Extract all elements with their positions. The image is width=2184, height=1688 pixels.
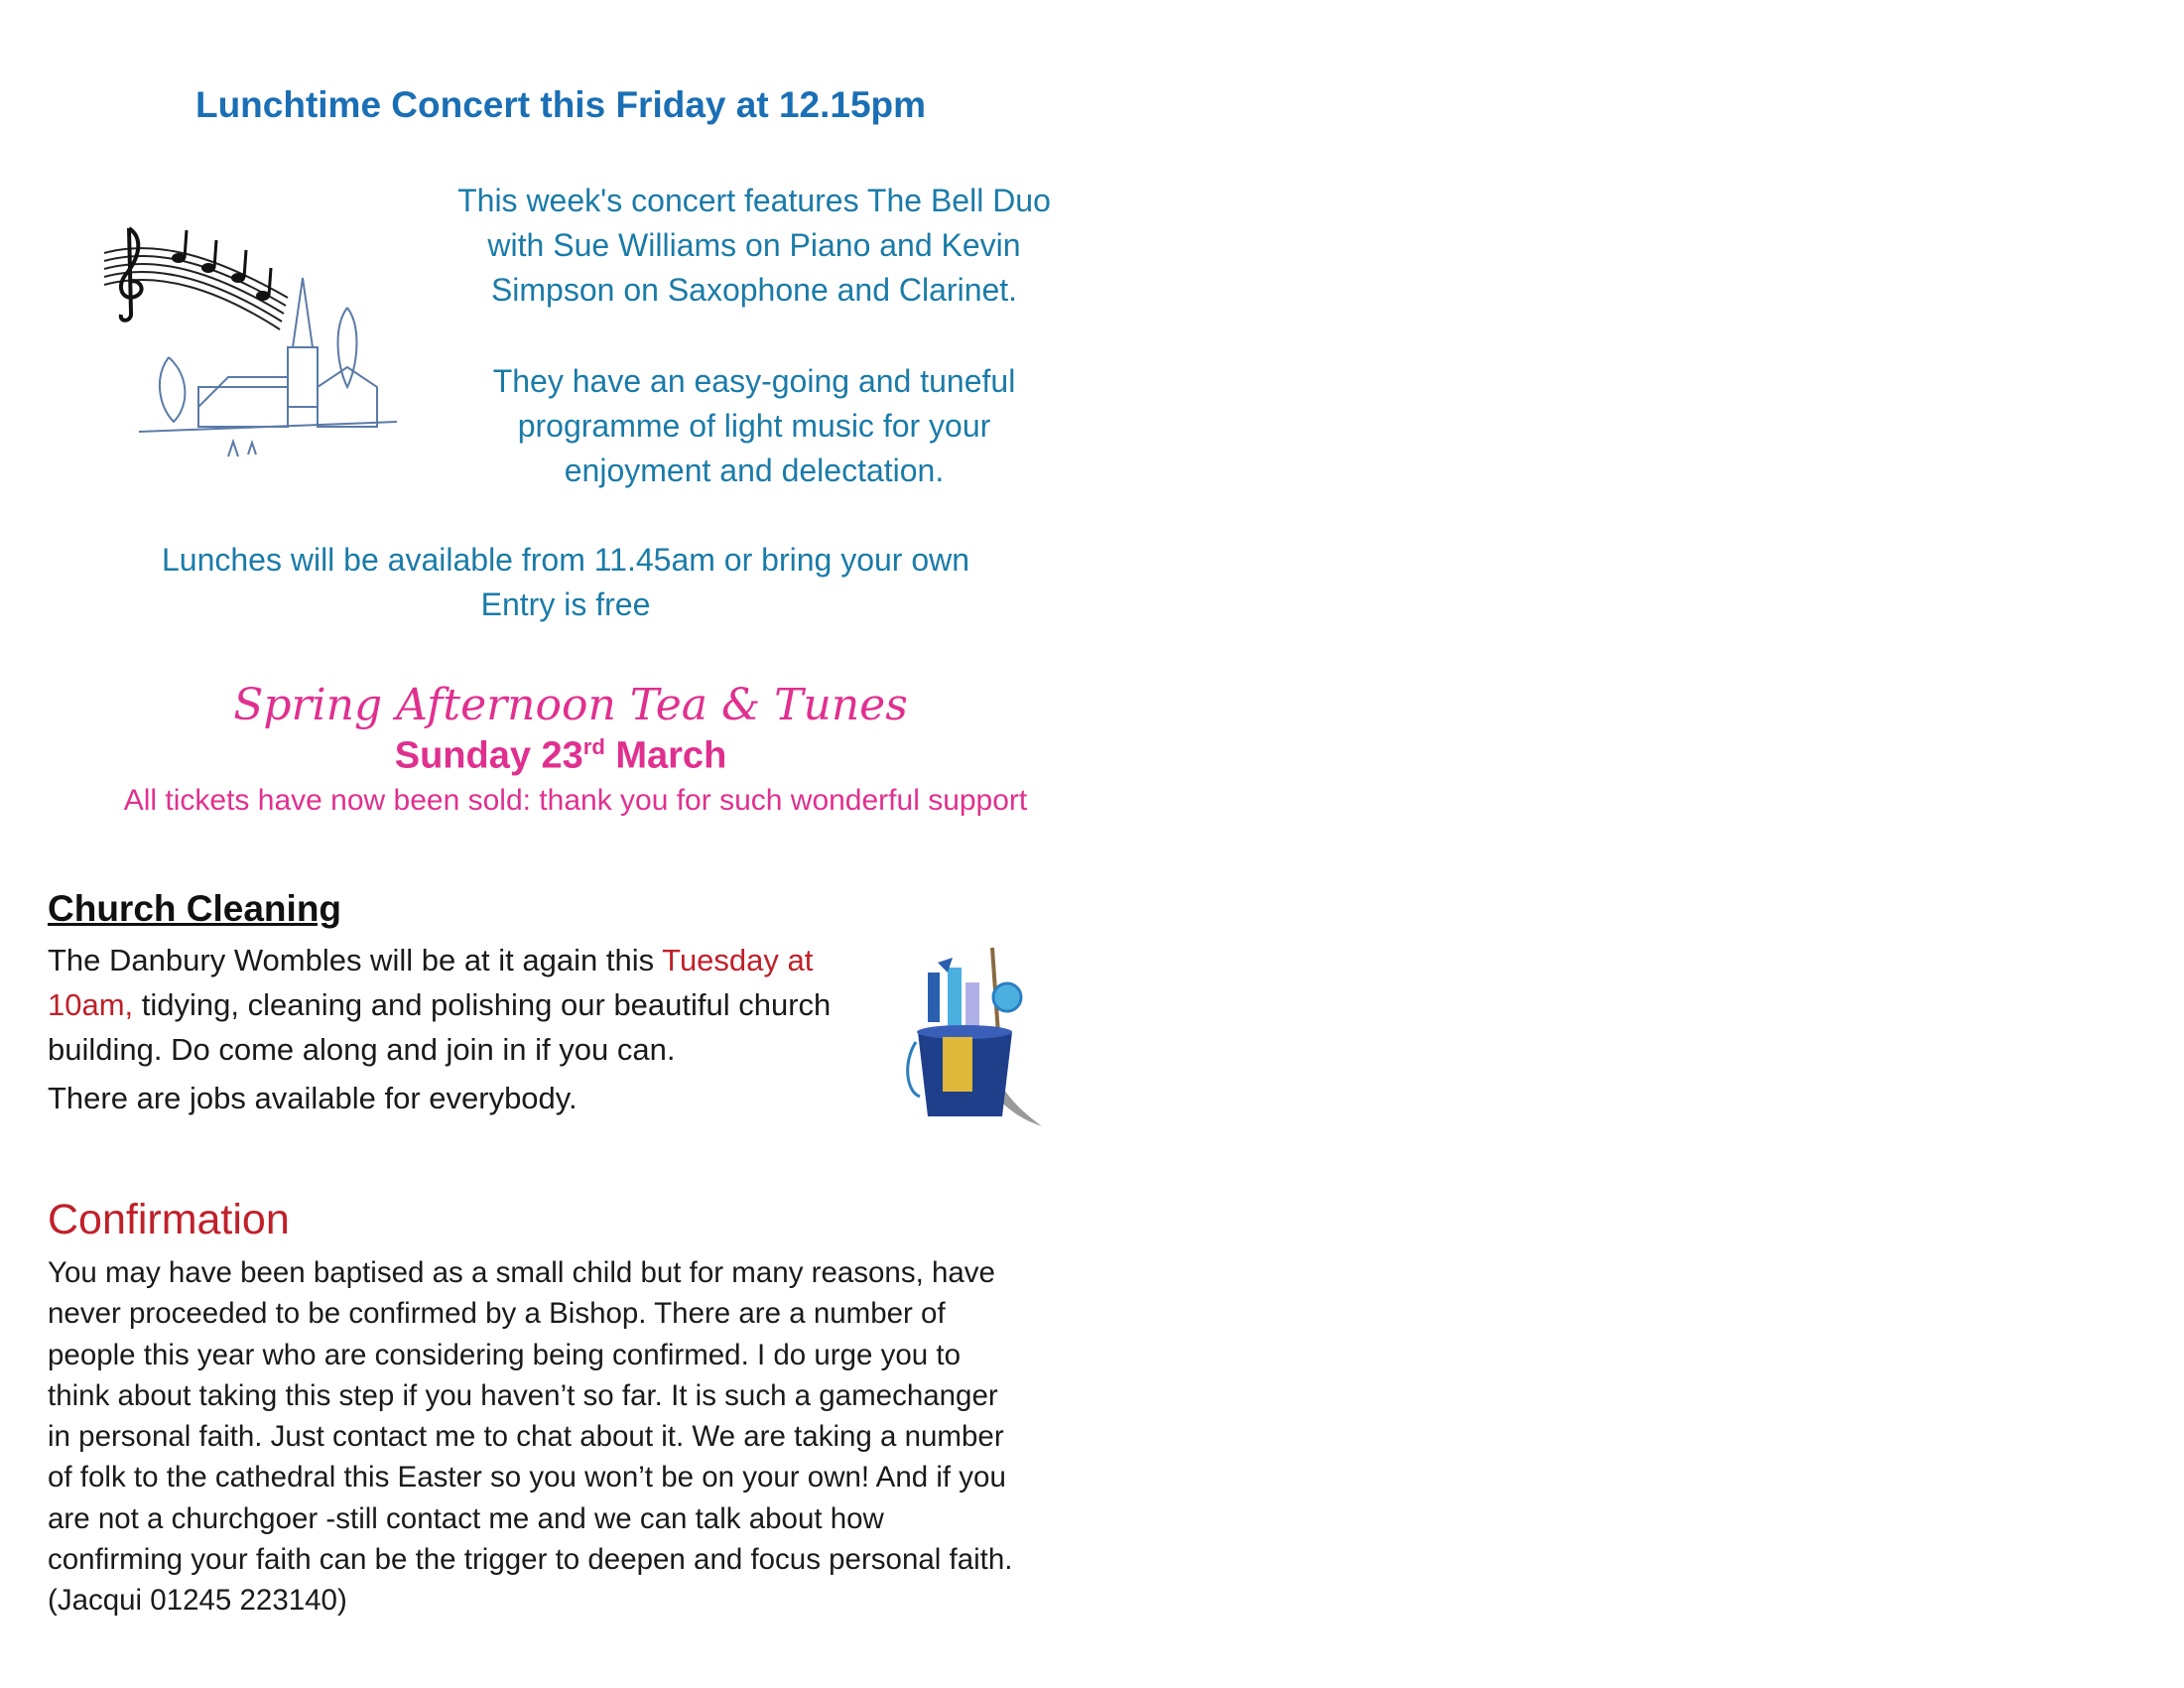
concert-lunch-info (89, 538, 1042, 627)
tea-date-day: Sunday 23 (394, 734, 583, 777)
cleaning-text-after: tidying, cleaning and polishing our beautiful church building. Do come along and join in if you can. (48, 987, 832, 1067)
concert-line: enjoyment and delectation. (564, 453, 945, 488)
concert-line: with Sue Williams on Piano and Kevin (487, 227, 1021, 263)
cleaning-bucket-icon (898, 943, 1057, 1131)
tea-date-ordinal: rd (582, 734, 605, 759)
concert-line: Simpson on Saxophone and Clarinet. (490, 272, 1018, 308)
confirmation-line: never proceeded to be confirmed by a Bishop. There are a number of (48, 1297, 946, 1331)
confirmation-contact: (Jacqui 01245 223140) (48, 1584, 347, 1618)
concert-line: This week's concert features The Bell Duo (457, 183, 1051, 218)
confirmation-line: confirming your faith can be the trigger to deepen and focus personal faith. (48, 1543, 1013, 1577)
tea-sold-out: All tickets have now been sold: thank you for such wonderful support (123, 784, 1028, 817)
concert-line: They have an easy-going and tuneful (492, 363, 1016, 399)
lunches-text: Lunches will be available from 11.45am or bring your own (161, 542, 970, 578)
cleaning-text-before: The Danbury Wombles will be at it again this (48, 943, 663, 977)
confirmation-line: are not a churchgoer -still contact me and we can talk about how (48, 1501, 884, 1535)
confirmation-heading: Confirmation (48, 1196, 290, 1243)
confirmation-line: people this year who are considering being confirmed. I do urge you to (48, 1338, 961, 1371)
confirmation-line: think about taking this step if you haven’t so far. It is such a gamechanger (48, 1378, 998, 1412)
confirmation-line: in personal faith. Just contact me to chat about it. We are taking a number (48, 1420, 1004, 1454)
concert-title: Lunchtime Concert this Friday at 12.15pm (194, 84, 927, 125)
tea-date-month: March (604, 734, 727, 777)
entry-text: Entry is free (480, 586, 651, 622)
church-with-music-notes-icon (99, 218, 417, 476)
concert-description (427, 179, 1082, 313)
cleaning-paragraph (48, 938, 871, 1072)
cleaning-text (48, 938, 871, 1120)
confirmation-line: You may have been baptised as a small child but for many reasons, have (48, 1256, 995, 1289)
tea-title: Spring Afternoon Tea & Tunes (233, 680, 908, 730)
confirmation-text (48, 1252, 1090, 1622)
tea-date (40, 734, 1082, 778)
confirmation-line: of folk to the cathedral this Easter so you won’t be on your own! And if you (48, 1461, 1006, 1494)
cleaning-heading: Church Cleaning (48, 888, 342, 929)
concert-programme (427, 359, 1082, 493)
cleaning-time: Tuesday at 10am, (48, 943, 814, 1022)
cleaning-jobs: There are jobs available for everybody. (48, 1081, 578, 1115)
concert-line: programme of light music for your (517, 408, 991, 444)
